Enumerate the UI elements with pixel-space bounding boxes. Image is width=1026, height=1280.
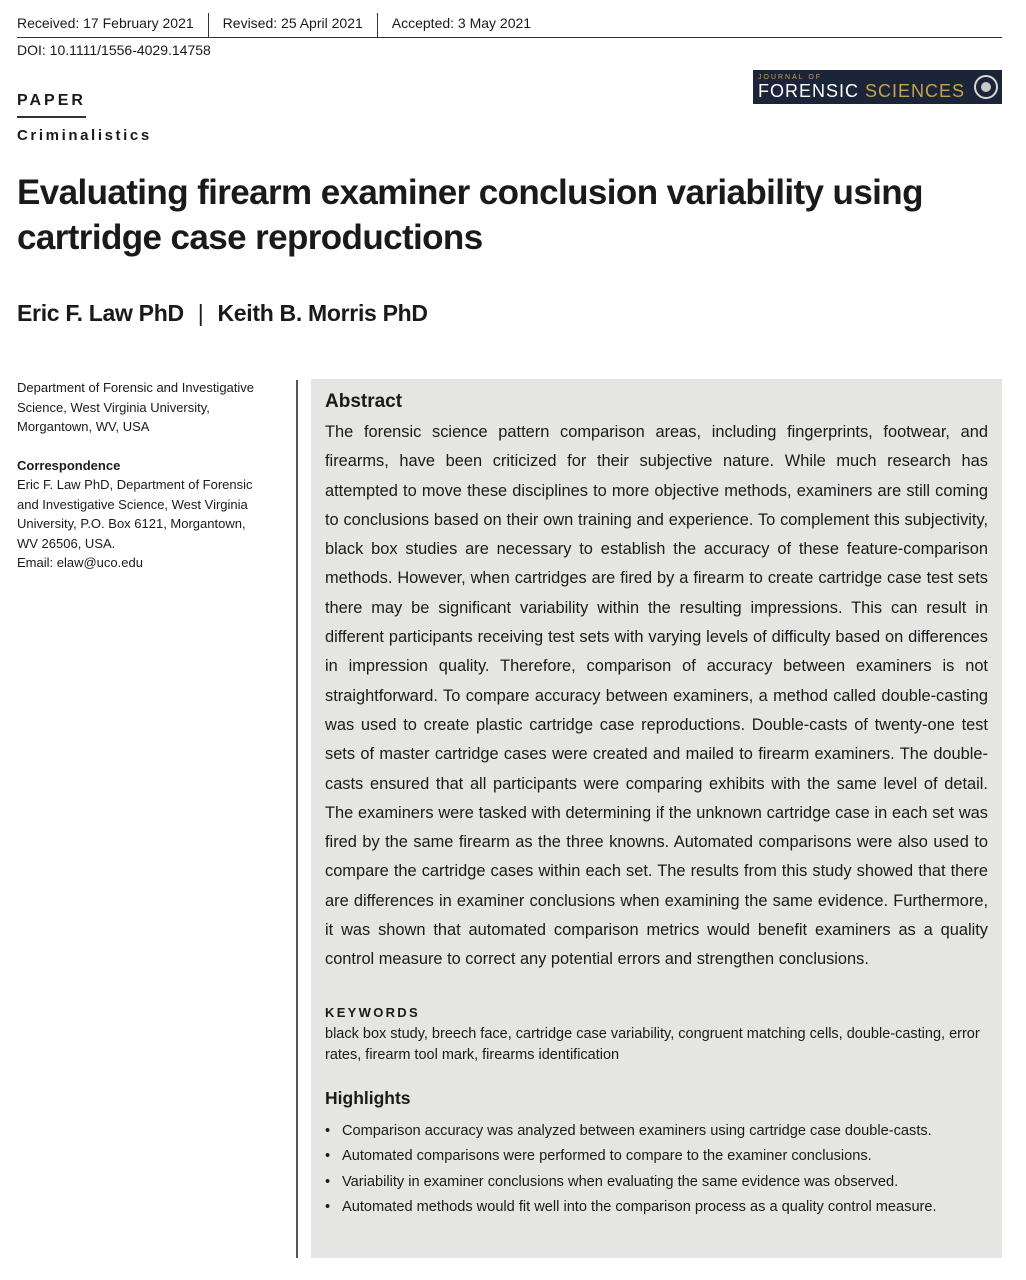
author-name[interactable]: Eric F. Law PhD <box>17 300 184 326</box>
highlights-heading: Highlights <box>325 1087 411 1108</box>
bullet-icon: • <box>325 1173 331 1190</box>
journal-name-part-2: SCIENCES <box>865 81 966 101</box>
column-divider <box>296 380 298 1258</box>
highlight-item <box>325 1119 988 1145</box>
author-name[interactable]: Keith B. Morris PhD <box>217 300 428 326</box>
article-dates <box>17 13 1002 38</box>
journal-logo[interactable] <box>753 70 1002 104</box>
society-seal-icon <box>974 75 998 99</box>
author-list <box>17 300 428 327</box>
affiliation: Department of Forensic and Investigative Science, West Virginia University, Morgantown, WV, USA <box>17 380 255 434</box>
correspondence-line: Eric F. Law PhD, Department of Forensic <box>17 477 253 492</box>
keywords-list: black box study, breech face, cartridge case variability, congruent matching cells, double-casting, error rates, firearm tool mark, firearms identification <box>325 1025 980 1063</box>
journal-name <box>758 82 965 100</box>
revised-date: Revised: 25 April 2021 <box>208 13 377 37</box>
highlight-item <box>325 1170 988 1196</box>
correspondence-heading: Correspondence <box>17 457 121 473</box>
correspondence-email[interactable]: Email: elaw@uco.edu <box>17 555 143 570</box>
abstract-heading: Abstract <box>325 391 403 412</box>
highlight-item <box>325 1144 988 1170</box>
keywords-heading: KEYWORDS <box>325 1004 420 1020</box>
journal-name-part-1: FORENSIC <box>758 81 860 101</box>
author-separator: | <box>197 300 204 326</box>
author-info-sidebar <box>17 378 287 573</box>
highlight-item <box>325 1195 988 1221</box>
journal-of-label: JOURNAL OF <box>758 74 823 81</box>
highlight-text: Automated comparisons were performed to compare to the examiner conclusions. <box>342 1148 872 1165</box>
highlight-text: Variability in examiner conclusions when evaluating the same evidence was observed. <box>342 1173 899 1190</box>
highlight-text: Comparison accuracy was analyzed between examiners using cartridge case double-casts. <box>342 1122 932 1139</box>
article-section: Criminalistics <box>17 127 152 144</box>
highlight-text: Automated methods would fit well into the comparison process as a quality control measure. <box>342 1199 937 1216</box>
doi[interactable]: DOI: 10.1111/1556-4029.14758 <box>17 42 211 58</box>
correspondence-line: and Investigative Science, West Virginia <box>17 496 248 512</box>
bullet-icon: • <box>325 1122 331 1139</box>
abstract-text: The forensic science pattern comparison areas, including fingerprints, footwear, and firearms, have been criticized for their subjective nature. While much research has attempted to move these disciplines to more objective methods, examiners are still coming to conclusions based on their own training and experience. To complement this subjectivity, black box studies are necessary to establish the accuracy of these feature-comparison methods. However, when cartridges are fired by a firearm to create cartridge case test sets there may be significant variability within the resulting impressions. This can result in different participants receiving test sets with varying levels of difficulty based on differences in impression quality. Therefore, comparison of accuracy between examiners is not straightforward. To compare accuracy between examiners, a method called double-casting was used to create plastic cartridge case reproductions. Double-casts of twenty-one test sets of master cartridge cases were created and mailed to firearm examiners. The double-casts ensured that all participants were comparing exhibits with the same level of detail. The examiners were tasked with determining if the unknown cartridge case in each set was fired by the same firearm as the three knowns. Automated comparisons were also used to compare the cartridge cases within each set. The results from this study showed that there are differences in examiner conclusions when examining the same evidence. Furthermore, it was shown that automated comparison metrics would benefit examiners as a quality control measure to correct any potential errors and strengthen conclusions. <box>325 423 988 969</box>
bullet-icon: • <box>325 1148 331 1165</box>
correspondence-line: WV 26506, USA. <box>17 535 116 551</box>
article-title: Evaluating firearm examiner conclusion variability using cartridge case reproductions <box>17 173 923 257</box>
abstract-panel <box>311 379 1002 1258</box>
article-type: PAPER <box>17 92 86 118</box>
correspondence-line: University, P.O. Box 6121, Morgantown, <box>17 516 246 531</box>
highlights-list <box>325 1119 988 1221</box>
accepted-date: Accepted: 3 May 2021 <box>377 13 545 37</box>
received-date: Received: 17 February 2021 <box>17 15 194 31</box>
bullet-icon: • <box>325 1199 331 1216</box>
